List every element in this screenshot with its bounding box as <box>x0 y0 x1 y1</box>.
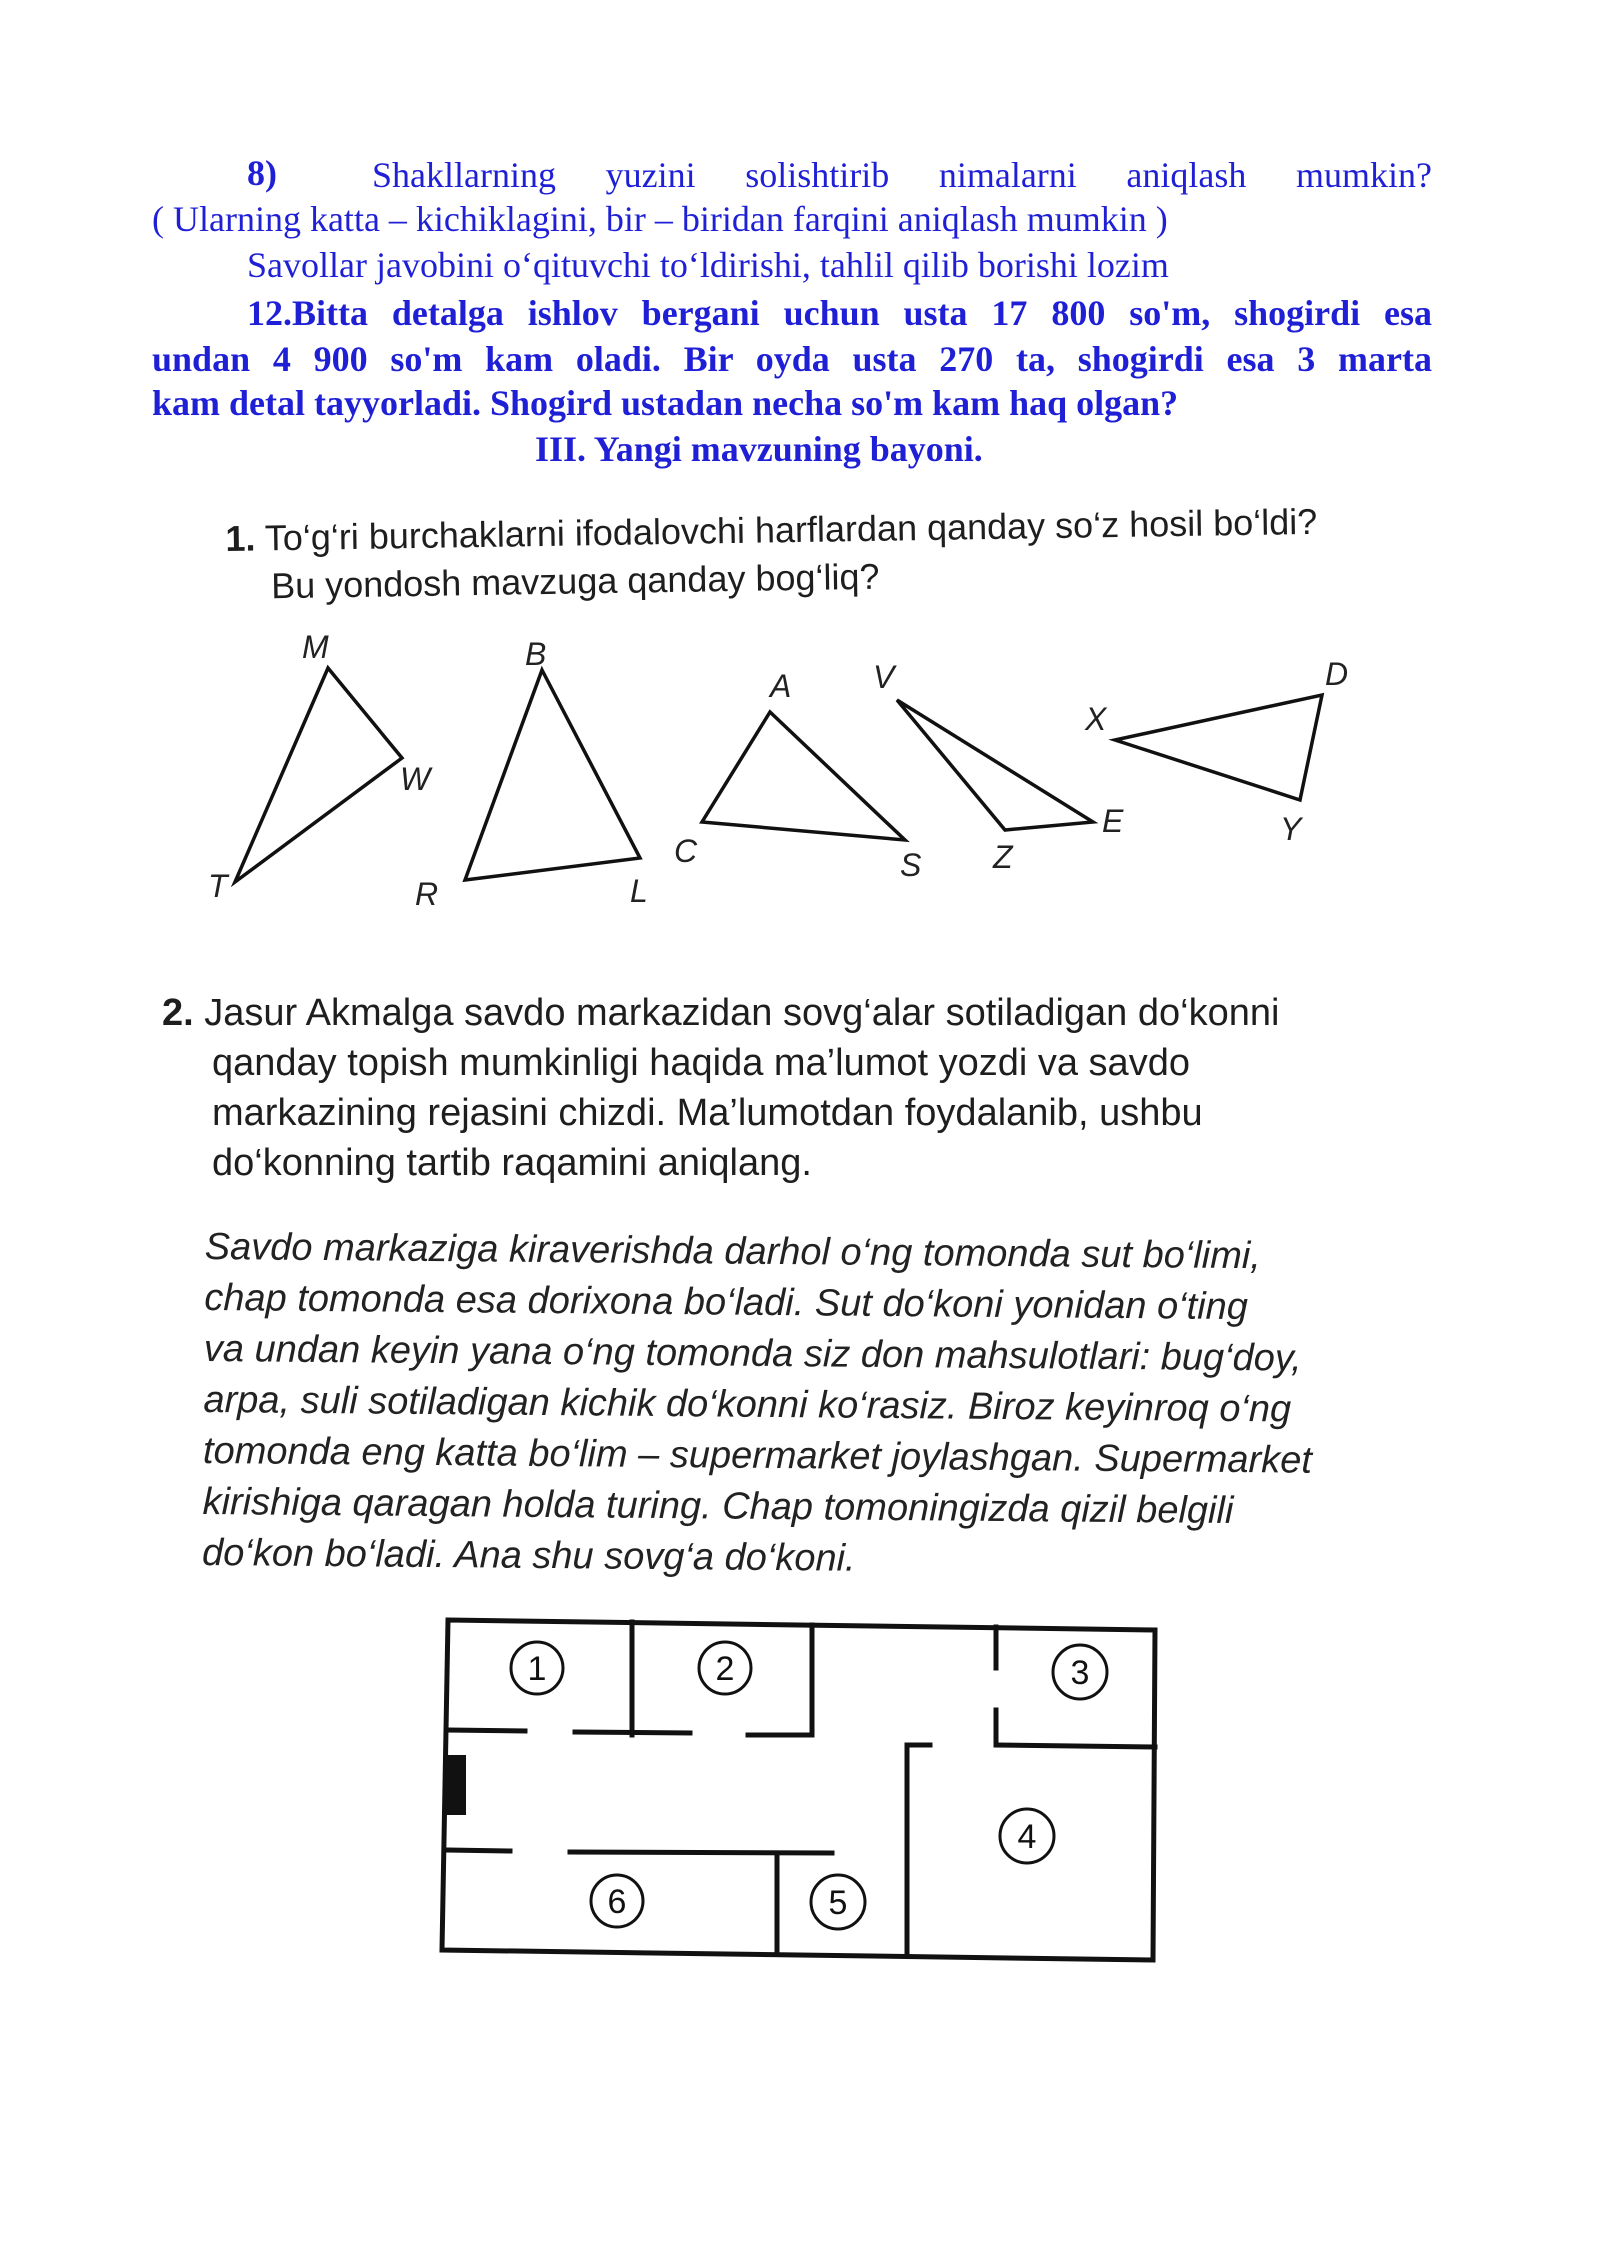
task2-line3: markazining rejasini chizdi. Ma’lumotdan foydalanib, ushbu <box>212 1092 1203 1134</box>
room-4-label: 4 <box>1017 1818 1037 1856</box>
task1-number: 1. <box>225 517 256 559</box>
room-1-label: 1 <box>527 1650 547 1688</box>
label-v: V <box>873 659 895 695</box>
room-3-label: 3 <box>1070 1654 1090 1692</box>
label-e: E <box>1102 803 1124 839</box>
label-w: W <box>400 761 431 797</box>
task2-number: 2. <box>162 992 194 1034</box>
label-l: L <box>630 873 648 909</box>
problem12-text2: undan 4 900 so'm kam oladi. Bir oyda usta 270 ta, shogirdi esa 3 marta <box>152 339 1432 379</box>
room-6-label: 6 <box>607 1883 627 1921</box>
story-line-6: kirishiga qaragan holda turing. Chap tomoningizda qizil belgili <box>202 1480 1234 1532</box>
entrance-marker <box>446 1755 466 1815</box>
task2-line1: Jasur Akmalga savdo markazidan sovg‘alar sotiladigan do‘konni <box>204 992 1280 1034</box>
task1-line2: Bu yondosh mavzuga qanday bog‘liq? <box>270 555 880 607</box>
label-x: X <box>1085 701 1107 737</box>
label-a: A <box>770 668 792 704</box>
room-5-label: 5 <box>828 1884 848 1922</box>
story-line-1: Savdo markaziga kiraverishda darhol o‘ng tomonda sut bo‘limi, <box>204 1225 1262 1278</box>
story-line-2: chap tomonda esa dorixona bo‘ladi. Sut do‘koni yonidan o‘ting <box>204 1276 1249 1329</box>
task1-line1: To‘g‘ri burchaklarni ifodalovchi harflardan qanday so‘z hosil bo‘ldi? <box>264 500 1318 559</box>
story-line-3: va undan keyin yana o‘ng tomonda siz don mahsulotlari: bug‘doy, <box>203 1327 1302 1380</box>
story-line-5: tomonda eng katta bo‘lim – supermarket joylashgan. Supermarket <box>202 1429 1313 1482</box>
item8-line1: Shakllarning yuzini solishtirib nimalarni aniqlash mumkin? <box>372 155 1432 195</box>
story-line-7: do‘kon bo‘ladi. Ana shu sovg‘a do‘koni. <box>201 1531 856 1580</box>
label-s: S <box>900 847 922 883</box>
problem12-line3: kam detal tayyorladi. Shogird ustadan necha so'm kam haq olgan? <box>152 383 1179 423</box>
task2-line2: qanday topish mumkinligi haqida ma’lumot yozdi va savdo <box>212 1042 1190 1084</box>
room-2-label: 2 <box>715 1650 735 1688</box>
label-c: C <box>674 833 698 869</box>
label-d: D <box>1325 656 1349 692</box>
label-z: Z <box>993 839 1013 875</box>
item8-number: 8) <box>247 153 277 193</box>
label-t: T <box>208 868 228 904</box>
story-line-4: arpa, suli sotiladigan kichik do‘konni ko‘rasiz. Biroz keyinroq o‘ng <box>203 1378 1292 1431</box>
label-m: M <box>302 629 329 665</box>
item8-answer: ( Ularning katta – kichiklagini, bir – biridan farqini aniqlash mumkin ) <box>152 199 1168 239</box>
section-title: III. Yangi mavzuning bayoni. <box>535 429 983 469</box>
label-y: Y <box>1280 811 1302 847</box>
task2-line4: do‘konning tartib raqamini aniqlang. <box>212 1142 812 1184</box>
label-b: B <box>525 636 547 672</box>
label-r: R <box>415 876 439 912</box>
item8-note: Savollar javobini o‘qituvchi to‘ldirishi, tahlil qilib borishi lozim <box>247 245 1169 285</box>
problem12-text1: 12.Bitta detalga ishlov bergani uchun usta 17 800 so'm, shogirdi esa <box>247 293 1432 333</box>
